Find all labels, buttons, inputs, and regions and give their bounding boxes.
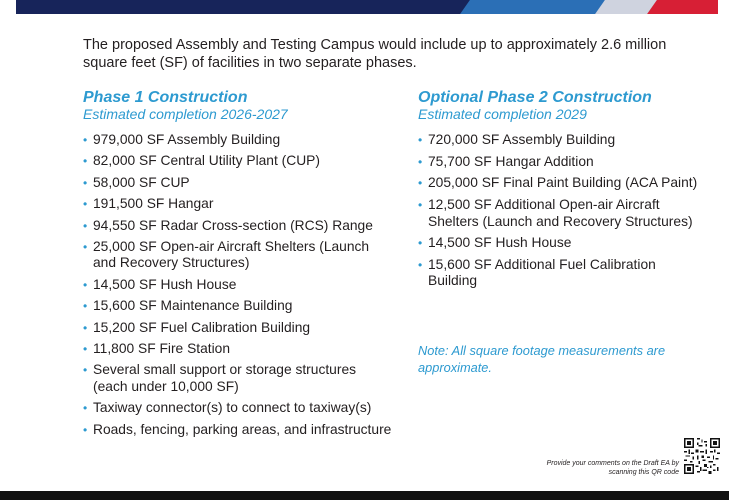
- phase2-list: [418, 132, 708, 295]
- list-item: • 58,000 SF CUP: [83, 175, 393, 192]
- header-stripe-blue: [460, 0, 610, 14]
- list-item: • 14,500 SF Hush House: [418, 235, 708, 252]
- phase1-subtitle: Estimated completion 2026-2027: [83, 106, 288, 122]
- phase1-title: Phase 1 Construction: [83, 89, 248, 106]
- list-item: • 12,500 SF Additional Open-air Aircraft Shelters (Launch and Recovery Structures): [418, 197, 708, 230]
- list-item: • Roads, fencing, parking areas, and infrastructure: [83, 422, 393, 439]
- list-item: • 25,000 SF Open-air Aircraft Shelters (Launch and Recovery Structures): [83, 239, 393, 272]
- list-item: • 15,600 SF Maintenance Building: [83, 298, 393, 315]
- footnote: Note: All square footage measurements are approximate.: [418, 343, 666, 375]
- phase1-list: [83, 132, 393, 443]
- header-band: [0, 0, 729, 14]
- list-item: • 75,700 SF Hangar Addition: [418, 154, 708, 171]
- list-item: • 720,000 SF Assembly Building: [418, 132, 708, 149]
- qr-caption: Provide your comments on the Draft EA by scanning this QR code: [546, 460, 679, 476]
- list-item: • Taxiway connector(s) to connect to taxiway(s): [83, 400, 393, 417]
- intro-paragraph: The proposed Assembly and Testing Campus would include up to approximately 2.6 million square feet (SF) of facilities in two separate phases.: [83, 37, 667, 71]
- list-item: • Several small support or storage structures (each under 10,000 SF): [83, 362, 393, 395]
- list-item: • 14,500 SF Hush House: [83, 277, 393, 294]
- header-stripe-red: [647, 0, 729, 14]
- header-edge: [718, 0, 729, 14]
- phase2-title: Optional Phase 2 Construction: [418, 89, 652, 106]
- list-item: • 205,000 SF Final Paint Building (ACA Paint): [418, 175, 708, 192]
- list-item: • 94,550 SF Radar Cross-section (RCS) Range: [83, 218, 393, 235]
- qr-code-icon[interactable]: [684, 438, 720, 474]
- list-item: • 15,200 SF Fuel Calibration Building: [83, 320, 393, 337]
- list-item: • 82,000 SF Central Utility Plant (CUP): [83, 153, 393, 170]
- phase2-subtitle: Estimated completion 2029: [418, 106, 587, 122]
- list-item: • 979,000 SF Assembly Building: [83, 132, 393, 149]
- footer-bar: [0, 491, 729, 500]
- list-item: • 11,800 SF Fire Station: [83, 341, 393, 358]
- list-item: • 15,600 SF Additional Fuel Calibration Building: [418, 257, 708, 290]
- list-item: • 191,500 SF Hangar: [83, 196, 393, 213]
